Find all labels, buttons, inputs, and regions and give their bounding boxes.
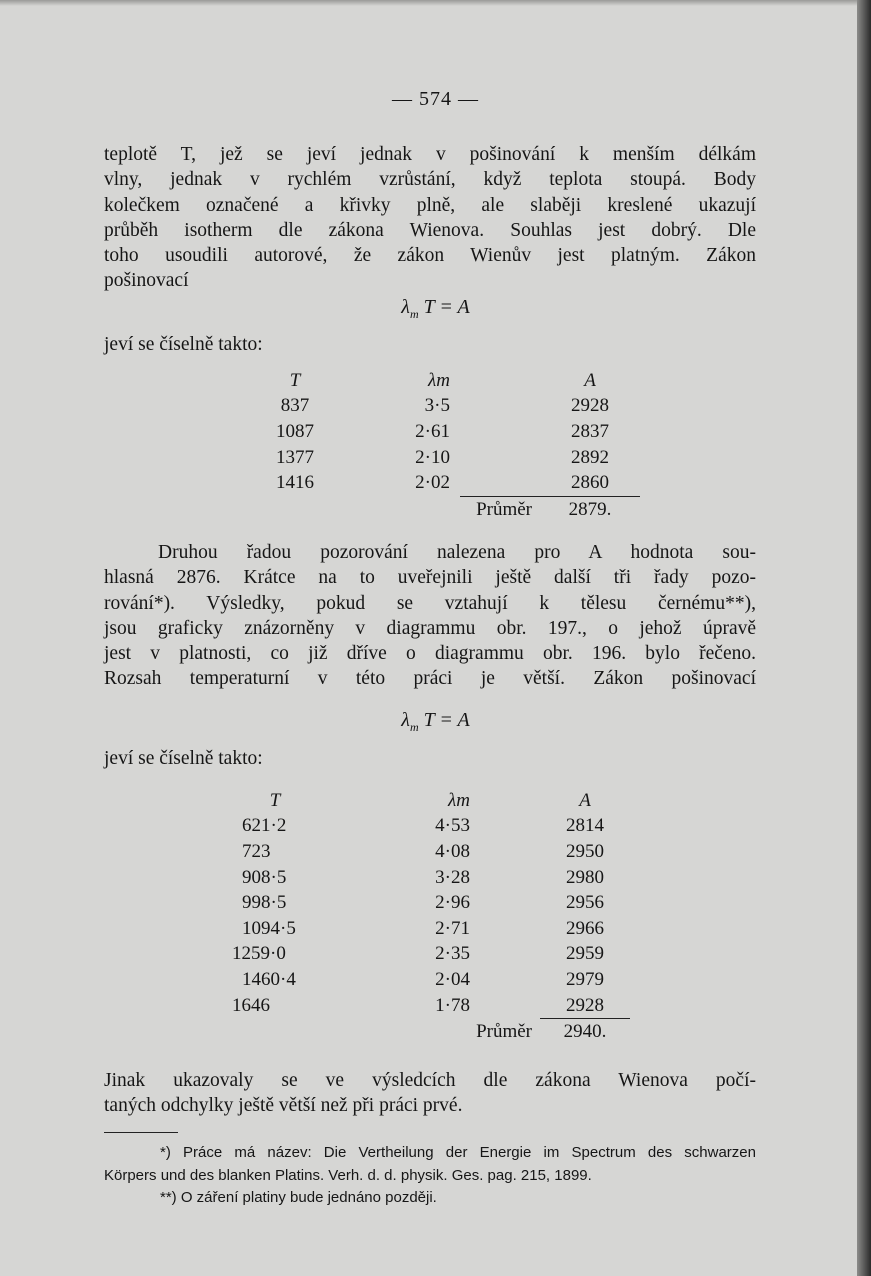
footnote-divider bbox=[104, 1132, 178, 1133]
table-row bbox=[240, 445, 640, 471]
average-row bbox=[240, 496, 640, 522]
cell-T: 723 bbox=[242, 840, 271, 862]
text-line: Jinak ukazovaly se ve výsledcích dle zákona Wienova počí- bbox=[104, 1070, 756, 1091]
text-line: Rozsah temperaturní v této práci je větší. Zákon pošinovací bbox=[104, 668, 756, 690]
cell-A: 2860 bbox=[571, 472, 609, 494]
binding-shadow bbox=[857, 0, 871, 1276]
cell-T: 837 bbox=[280, 395, 310, 417]
cell-A: 2892 bbox=[571, 446, 609, 468]
table-row bbox=[220, 839, 630, 865]
cell-A: 2928 bbox=[571, 395, 609, 417]
text-line: toho usoudili autorové, že zákon Wienův jest platným. Zákon bbox=[104, 245, 756, 267]
table-row bbox=[220, 967, 630, 993]
text-line: taných odchylky ještě větší než při práci prvé. bbox=[104, 1095, 463, 1117]
column-header-A: A bbox=[584, 369, 596, 391]
table-header-row bbox=[220, 788, 630, 814]
cell-A: 2980 bbox=[566, 866, 604, 888]
text-line: rování*). Výsledky, pokud se vztahují k tělesu černému**), bbox=[104, 592, 756, 614]
footnote-1-continuation: Körpers und des blanken Platins. Verh. d. d. physik. Ges. pag. 215, 1899. bbox=[104, 1166, 592, 1184]
text-line: průběh isotherm dle zákona Wienova. Souhlas jest dobrý. Dle bbox=[104, 219, 756, 241]
column-header-A: A bbox=[579, 789, 591, 811]
cell-lambda: 3·28 bbox=[435, 866, 470, 888]
footnote-2: **) O záření platiny bude jednáno později. bbox=[160, 1189, 437, 1206]
average-value: 2879. bbox=[540, 496, 640, 522]
cell-lambda: 2·10 bbox=[415, 446, 450, 468]
cell-lambda: 2·04 bbox=[435, 968, 470, 990]
cell-T: 908·5 bbox=[242, 866, 287, 888]
table-row bbox=[240, 394, 640, 420]
data-table-2 bbox=[220, 788, 630, 1045]
table-header-row bbox=[240, 368, 640, 394]
formula-rest: T = A bbox=[423, 709, 470, 731]
cell-T: 1259·0 bbox=[232, 943, 286, 965]
formula-displacement-law-2 bbox=[0, 709, 871, 735]
table-row bbox=[220, 942, 630, 968]
text-line: teplotě T, jež se jeví jednak v pošinování k menším délkám bbox=[104, 144, 756, 165]
table-row bbox=[240, 470, 640, 496]
cell-T: 621·2 bbox=[242, 815, 287, 837]
formula-symbol: λ bbox=[401, 296, 410, 318]
table-row bbox=[220, 993, 630, 1019]
column-header-T: T bbox=[269, 789, 281, 811]
cell-T: 1416 bbox=[276, 472, 314, 494]
cell-A: 2814 bbox=[566, 815, 604, 837]
average-label: Průměr bbox=[460, 496, 540, 522]
page-number: — 574 — bbox=[392, 88, 479, 110]
cell-lambda: 2·35 bbox=[435, 943, 470, 965]
lead-text: jeví se číselně takto: bbox=[104, 334, 263, 355]
cell-lambda: 1·78 bbox=[435, 994, 470, 1016]
table-row bbox=[240, 419, 640, 445]
text-line: jsou graficky znázorněny v diagrammu obr. 197., o jehož úpravě bbox=[104, 617, 756, 639]
average-value: 2940. bbox=[540, 1019, 630, 1045]
footnotes bbox=[104, 1142, 756, 1210]
cell-lambda: 4·08 bbox=[435, 840, 470, 862]
cell-A: 2837 bbox=[571, 420, 609, 442]
cell-A: 2966 bbox=[566, 917, 604, 939]
text-line: hlasná 2876. Krátce na to uveřejnili ještě další tři řady pozo- bbox=[104, 567, 756, 589]
formula-symbol: λ bbox=[401, 709, 410, 731]
data-table-1 bbox=[240, 368, 640, 523]
cell-A: 2928 bbox=[566, 994, 604, 1016]
formula-rest: T = A bbox=[423, 296, 470, 318]
cell-T: 1460·4 bbox=[242, 968, 296, 990]
footnote-1: *) Práce má název: Die Vertheilung der Energie im Spectrum des schwarzen bbox=[160, 1144, 756, 1161]
column-header-T: T bbox=[289, 369, 301, 391]
cell-A: 2956 bbox=[566, 892, 604, 914]
cell-T: 998·5 bbox=[242, 892, 287, 914]
average-row bbox=[220, 1019, 630, 1045]
cell-T: 1094·5 bbox=[242, 917, 296, 939]
table-row bbox=[220, 890, 630, 916]
text-line: kolečkem označené a křivky plně, ale slaběji kreslené ukazují bbox=[104, 194, 756, 216]
table-row bbox=[220, 865, 630, 891]
column-header-lambda: λm bbox=[448, 789, 470, 811]
cell-A: 2979 bbox=[566, 968, 604, 990]
lead-text-2: jeví se číselně takto: bbox=[104, 748, 263, 769]
cell-lambda: 2·71 bbox=[435, 917, 470, 939]
average-label: Průměr bbox=[476, 1020, 532, 1042]
cell-lambda: 3·5 bbox=[424, 395, 450, 417]
cell-A: 2959 bbox=[566, 943, 604, 965]
paragraph-1 bbox=[104, 142, 756, 294]
cell-T: 1377 bbox=[276, 446, 314, 468]
formula-subscript: m bbox=[409, 720, 419, 734]
cell-lambda: 2·02 bbox=[415, 472, 450, 494]
paragraph-3 bbox=[104, 1068, 756, 1119]
cell-T: 1646 bbox=[232, 994, 270, 1016]
text-line: pošinovací bbox=[104, 270, 189, 292]
cell-lambda: 4·53 bbox=[435, 815, 470, 837]
table-row bbox=[220, 814, 630, 840]
formula-subscript: m bbox=[409, 307, 419, 321]
cell-lambda: 2·96 bbox=[435, 892, 470, 914]
text-line: jest v platnosti, co již dříve o diagrammu obr. 196. bylo řečeno. bbox=[104, 643, 756, 665]
cell-A: 2950 bbox=[566, 840, 604, 862]
column-header-lambda: λm bbox=[428, 369, 450, 391]
table-row bbox=[220, 916, 630, 942]
cell-lambda: 2·61 bbox=[415, 420, 450, 442]
page-top-shadow bbox=[0, 0, 871, 6]
formula-displacement-law bbox=[0, 296, 871, 322]
paragraph-2 bbox=[104, 540, 756, 692]
cell-T: 1087 bbox=[276, 420, 314, 442]
text-line: vlny, jednak v rychlém vzrůstání, když teplota stoupá. Body bbox=[104, 169, 756, 191]
text-line: Druhou řadou pozorování nalezena pro A hodnota sou- bbox=[158, 542, 756, 563]
